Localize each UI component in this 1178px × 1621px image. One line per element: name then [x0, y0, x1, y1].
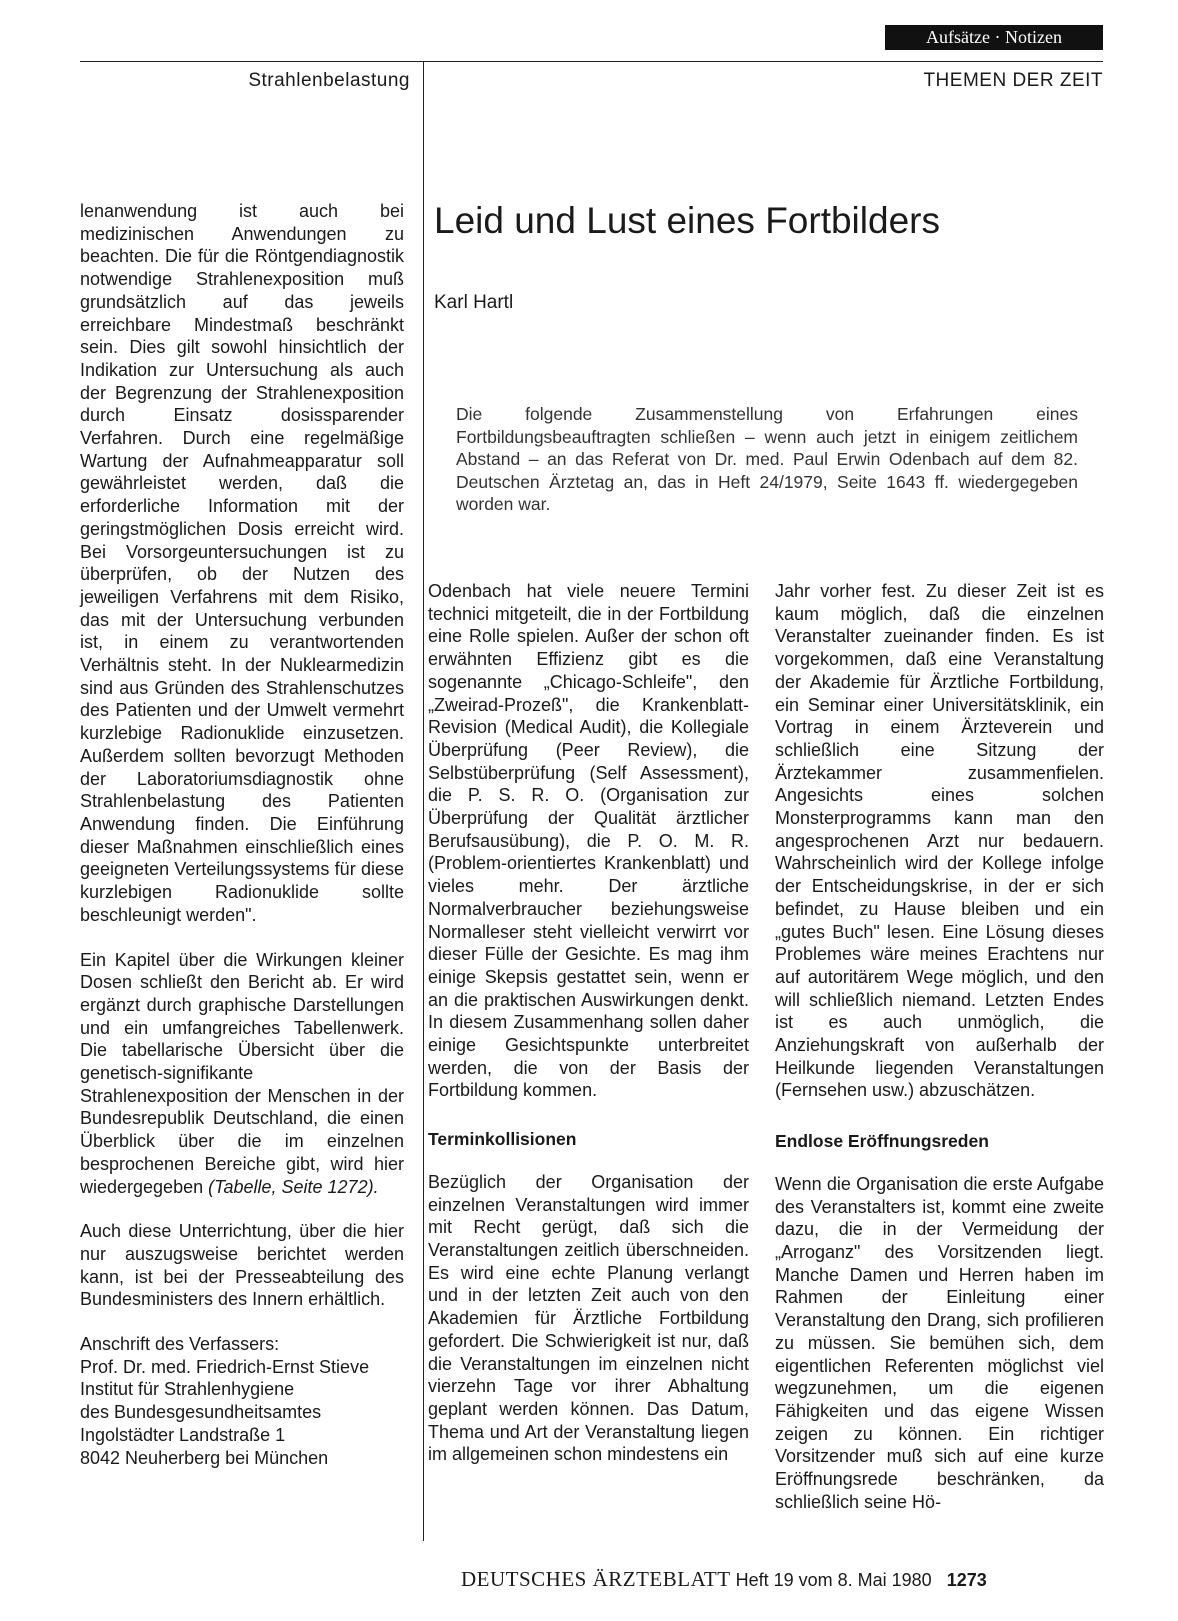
section-label-right: THEMEN DER ZEIT — [923, 70, 1103, 91]
address-line: des Bundesgesundheitsamtes — [80, 1402, 322, 1423]
table-reference: (Tabelle, Seite 1272). — [208, 1176, 379, 1197]
address-line: Anschrift des Verfassers: — [80, 1334, 280, 1355]
article-abstract: Die folgende Zusammenstellung von Erfahrungen eines Fortbildungsbeauftragten schließen – wenn auch jetzt in einigem zeitlichem Abstand – an das Referat von Dr. med. Paul Erwin Odenbach auf dem 82. Deutschen Ärztetag an, das in Heft 24/1979, Seite 1643 ff. wiedergegeben worden war. — [456, 404, 1078, 515]
left-paragraph-1: lenanwendung ist auch bei medizinischen Anwendungen zu beachten. Die für die Röntgendiagnostik notwendige Strahlenexposition muß grundsätzlich auf das jeweils erreichbare Mindestmaß beschränkt sein. Dies gilt sowohl hinsichtlich der Indikation zur Untersuchung als auch der Begrenzung der Strahlenexposition durch Einsatz dosissparender Verfahren. Durch eine regelmäßige Wartung der Aufnahmeapparatur soll gewährleistet werden, daß die erforderliche Information mit der geringstmöglichen Dosis erreicht wird. Bei Vorsorgeuntersuchungen ist zu überprüfen, ob der Nutzen des jeweiligen Verfahrens mit dem Risiko, das mit der Untersuchung verbunden ist, in einem zu verantwortenden Verhältnis steht. In der Nuklearmedizin sind aus Gründen des Strahlenschutzes des Patienten und der Umwelt vermehrt kurzlebige Radionuklide einzusetzen. Außerdem sollten bevorzugt Methoden der Laboratoriumsdiagnostik ohne Strahlenbelastung des Patienten Anwendung finden. Die Einführung dieser Maßnahmen einschließlich eines geeigneten Verteilungssystems für diese kurzlebigen Radionuklide sollte beschleunigt werden". — [80, 201, 404, 925]
left-paragraph-2 — [80, 949, 404, 1199]
address-line: 8042 Neuherberg bei München — [80, 1447, 329, 1468]
issue-info: Heft 19 vom 8. Mai 1980 — [735, 1570, 932, 1590]
address-line: Ingolstädter Landstraße 1 — [80, 1424, 286, 1445]
middle-paragraph-1: Odenbach hat viele neuere Termini technici mitgeteilt, die in der Fortbildung eine Rolle spielen. Außer der schon oft erwähnten Effizienz gibt es die sogenannte „Chicago-Schleife", den „Zweirad-Prozeß", die Krankenblatt-Revision (Medical Audit), die Kollegiale Überprüfung (Peer Review), die Selbstüberprüfung (Self Assessment), die P. S. R. O. (Organisation zur Überprüfung der Qualität ärztlicher Berufsausübung), die P. O. M. R. (Problem-orientiertes Krankenblatt) und vieles mehr. Der ärztliche Normalverbraucher beziehungsweise Normalleser steht vielleicht verwirrt vor dieser Fülle der Gesichte. Es mag ihm einige Skepsis gestattet sein, wenn er an die praktischen Auswirkungen denkt. In diesem Zusammenhang sollen daher einige Gesichtspunkte unterbreitet werden, die von der Basis der Fortbildung kommen. — [428, 581, 749, 1101]
subheading-eroeffnungsreden: Endlose Eröffnungsreden — [775, 1131, 989, 1152]
middle-column — [428, 580, 749, 1488]
section-label-left: Strahlenbelastung — [248, 70, 410, 91]
left-paragraph-3: Auch diese Unterrichtung, über die hier nur auszugsweise berichtet werden kann, ist bei der Presseabteilung des Bundesministers des Innern erhältlich. — [80, 1221, 404, 1310]
page-footer — [461, 1567, 1103, 1592]
right-paragraph-2: Wenn die Organisation die erste Aufgabe des Veranstalters ist, kommt eine zweite dazu, die in der Vermeidung der „Arroganz" des Vorsitzenden liegt. Manche Damen und Herren haben im Rahmen der Einleitung einer Veranstaltung den Drang, sich profilieren zu müssen. Sie bemühen sich, dem eigentlichen Referenten möglichst viel wegzunehmen, um die eigenen Fähigkeiten und das eigene Wissen zeigen zu können. Ein richtiger Vorsitzender muß sich auf eine kurze Eröffnungsrede beschränken, da schließlich seine Hö- — [775, 1173, 1104, 1512]
section-badge: Aufsätze · Notizen — [885, 25, 1103, 50]
journal-name: DEUTSCHES ÄRZTEBLATT — [461, 1567, 731, 1591]
author-address — [80, 1333, 404, 1469]
article-title: Leid und Lust eines Fortbilders — [434, 200, 940, 241]
left-paragraph-2-text: Ein Kapitel über die Wirkungen kleiner Dosen schließt den Bericht ab. Er wird ergänzt durch graphische Darstellungen und ein umfangreiches Tabellenwerk. Die tabellarische Übersicht über die genetisch-signifikante Strahlenexposition der Menschen in der Bundesrepublik Deutschland, die einen Überblick über die im einzelnen besprochenen Bereiche gibt, wird hier wiedergegeben — [80, 949, 404, 1197]
column-divider — [423, 61, 424, 1541]
right-column — [775, 580, 1104, 1535]
header-rule — [80, 61, 1103, 62]
right-paragraph-1: Jahr vorher fest. Zu dieser Zeit ist es kaum möglich, daß die einzelnen Veranstalter zueinander finden. Es ist vorgekommen, daß eine Veranstaltung der Akademie für Ärztliche Fortbildung, ein Seminar einer Universitätsklinik, ein Vortrag in einem Ärzteverein und schließlich eine Sitzung der Ärztekammer zusammenfielen. Angesichts eines solchen Monsterprogramms kann man den angesprochenen Arzt nur bedauern. Wahrscheinlich wird der Kollege infolge der Entscheidungskrise, in der er sich befindet, zu Hause bleiben und ein „gutes Buch" lesen. Eine Lösung dieses Problemes wäre meines Erachtens nur auf autoritärem Wege möglich, und den will schließlich niemand. Letzten Endes ist es auch unmöglich, die Anziehungskraft von außerhalb der Heilkunde liegenden Veranstaltungen (Fernsehen usw.) abzuschätzen. — [775, 581, 1104, 1101]
middle-paragraph-2: Bezüglich der Organisation der einzelnen Veranstaltungen wird immer mit Recht gerügt, daß sich die Veranstaltungen zeitlich überschneiden. Es wird eine echte Planung verlangt und in der letzten Zeit auch von den Akademien für Ärztliche Fortbildung gefordert. Die Schwierigkeit ist nur, daß die Veranstaltungen im einzelnen nicht vierzehn Tage vor ihrer Abhaltung geplant werden können. Das Datum, Thema und Art der Veranstaltung liegen im allgemeinen schon mindestens ein — [428, 1171, 749, 1465]
subheading-terminkollisionen: Terminkollisionen — [428, 1129, 577, 1150]
article-author: Karl Hartl — [434, 292, 514, 313]
page-number: 1273 — [946, 1570, 987, 1590]
left-column — [80, 200, 404, 1469]
address-line: Institut für Strahlenhygiene — [80, 1379, 295, 1400]
address-line: Prof. Dr. med. Friedrich-Ernst Stieve — [80, 1356, 370, 1377]
